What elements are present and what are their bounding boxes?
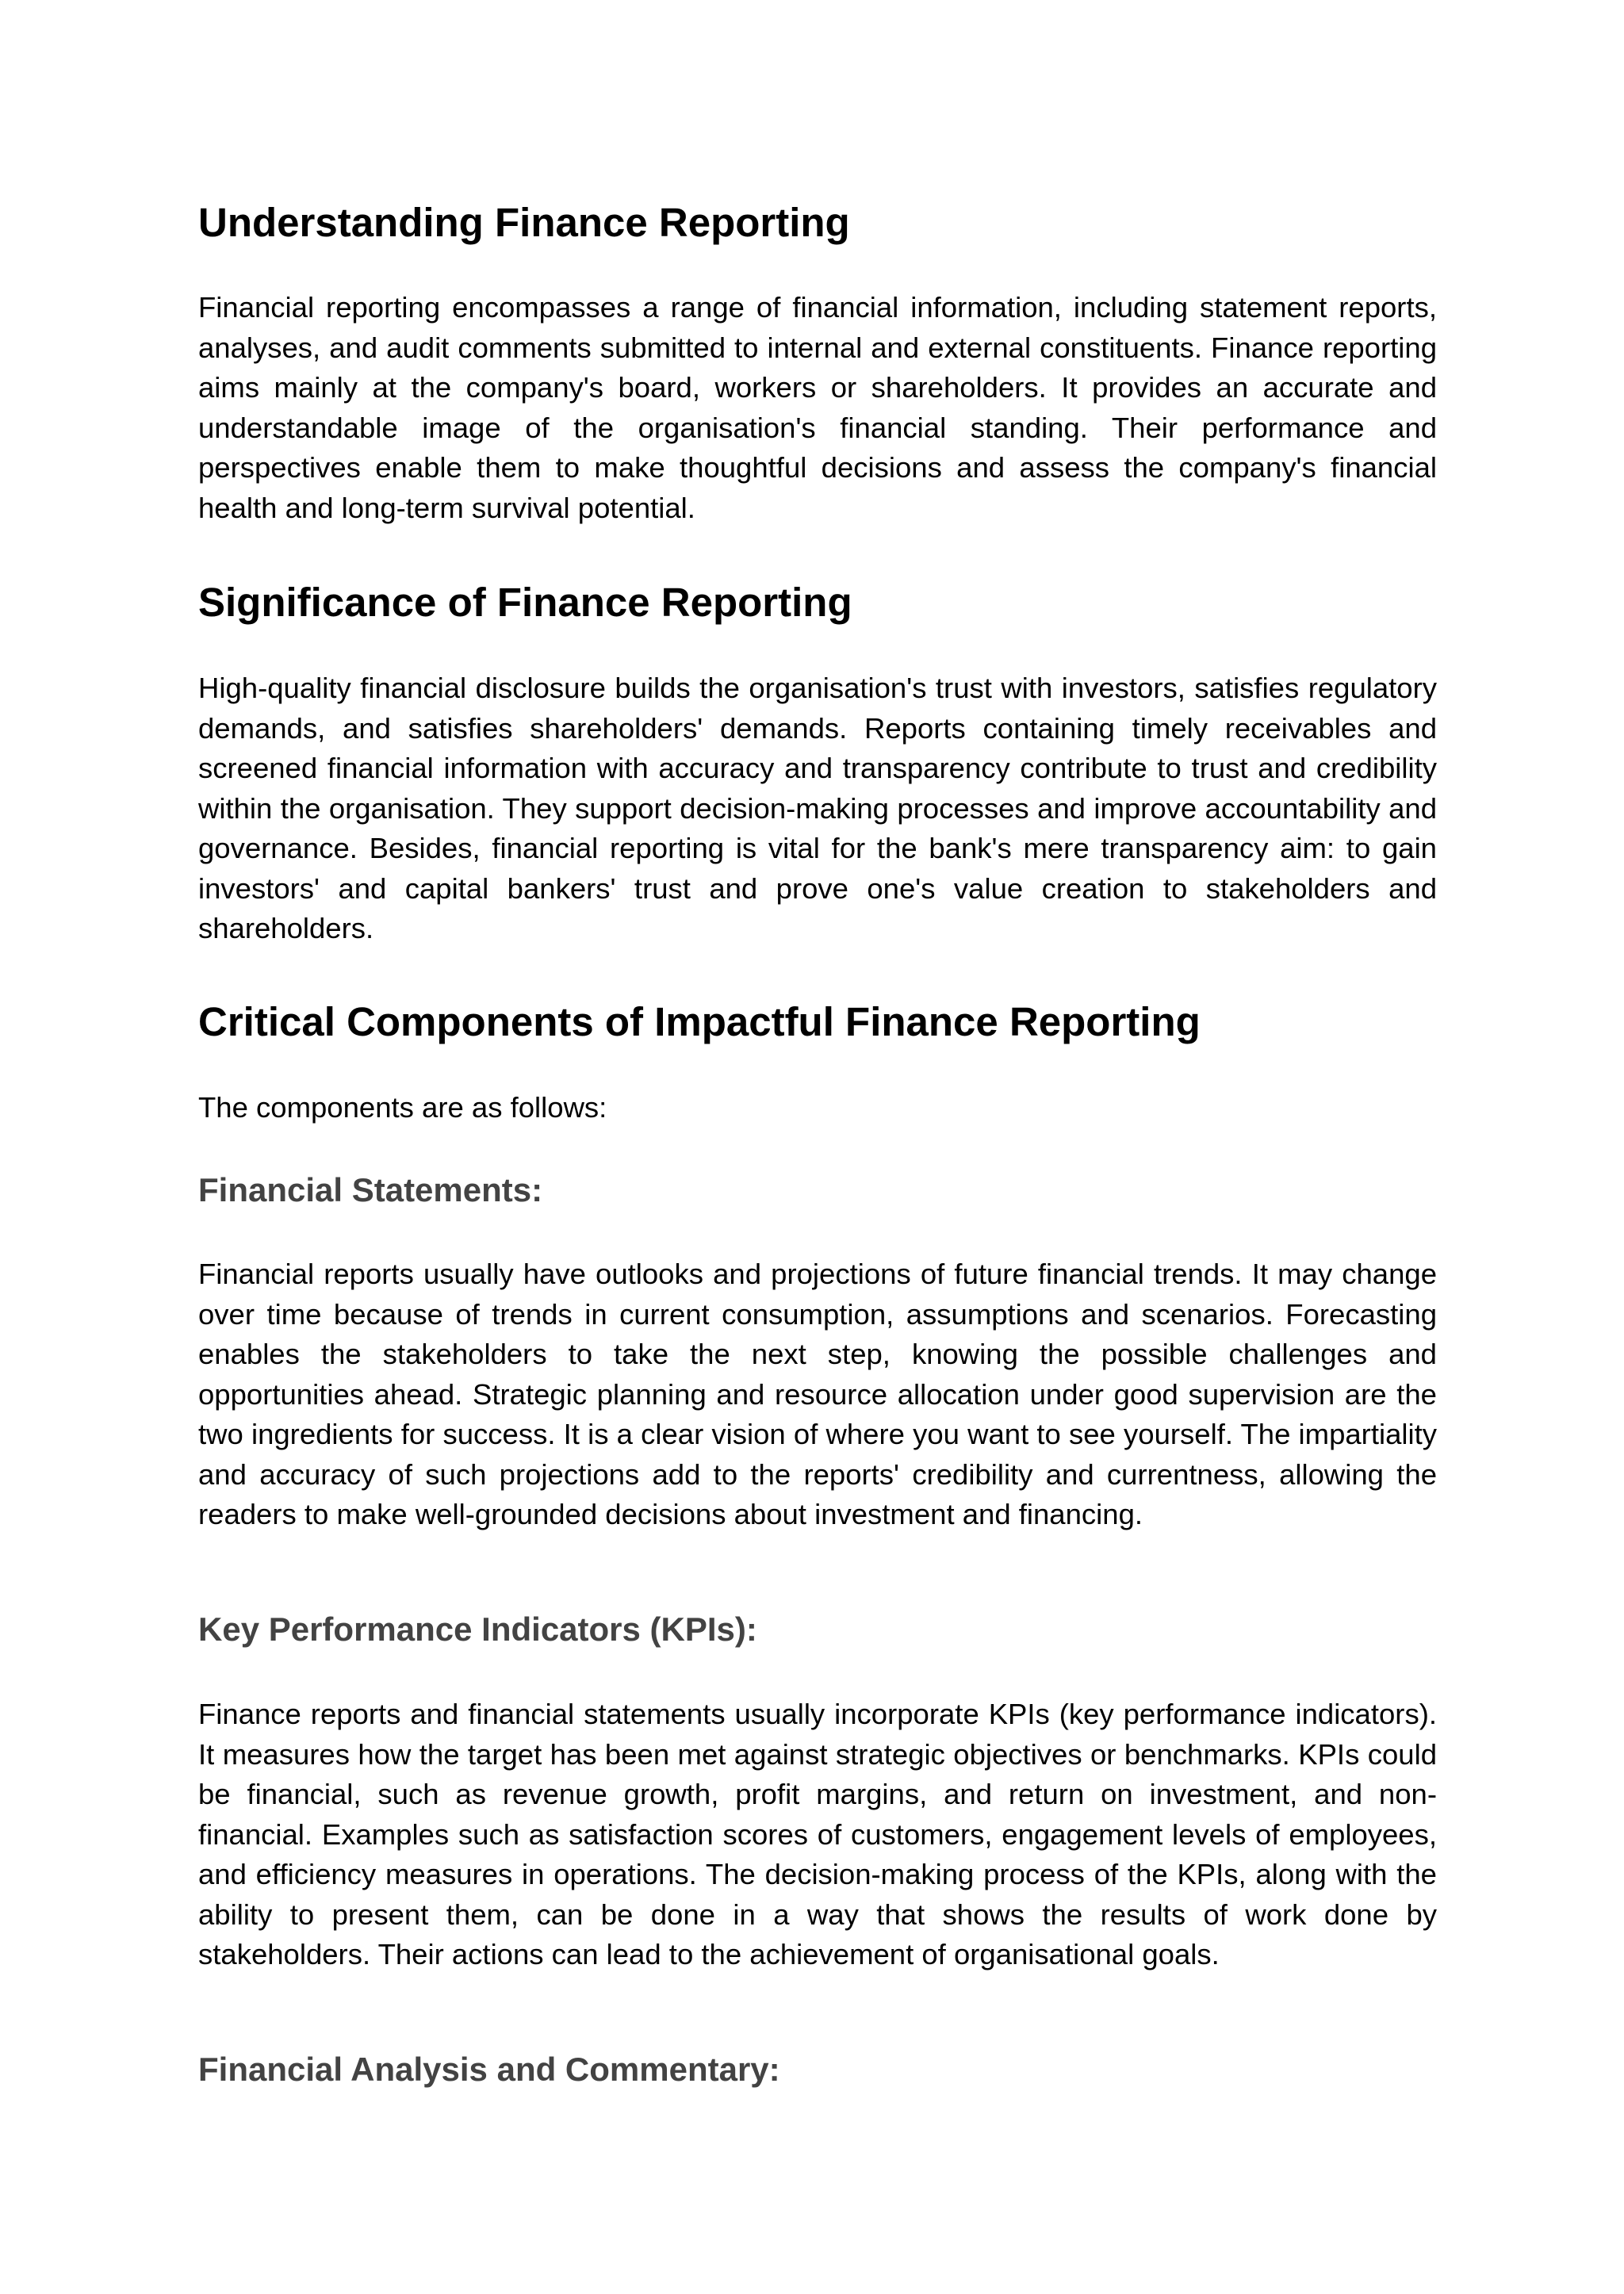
subheading-kpis: Key Performance Indicators (KPIs): <box>198 1610 757 1648</box>
paragraph-significance-of-finance-reporting: High-quality financial disclosure builds the organisation's trust with investors, satisfies regulatory demands, and satisfies shareholders' demands. Reports containing timely receivables and screened financial information with accuracy and transparency contribute to trust and credibility within the organisation. They support decision-making processes and improve accountability and governance. Besides, financial reporting is vital for the bank's mere transparency aim: to gain investors' and capital bankers' trust and prove one's value creation to stakeholders and shareholders. <box>198 672 1437 944</box>
paragraph-kpis: Finance reports and financial statements usually incorporate KPIs (key performance indicators). It measures how the target has been met against strategic objectives or benchmarks. KPIs could be financial, such as revenue growth, profit margins, and return on investment, and non-financial. Examples such as satisfaction scores of customers, engagement levels of employees, and efficiency measures in operations. The decision-making process of the KPIs, along with the ability to present them, can be done in a way that shows the results of work done by stakeholders. Their actions can lead to the achievement of organisational goals. <box>198 1698 1437 1970</box>
intro-critical-components: The components are as follows: <box>198 1091 607 1124</box>
paragraph-understanding-finance-reporting: Financial reporting encompasses a range of financial information, including statement reports, analyses, and audit comments submitted to internal and external constituents. Finance reporting aims mainly at the company's board, workers or shareholders. It provides an accurate and understandable image of the organisation's financial standing. Their performance and perspectives enable them to make thoughtful decisions and assess the company's financial health and long-term survival potential. <box>198 291 1437 524</box>
paragraph-financial-statements: Financial reports usually have outlooks and projections of future financial trends. It may change over time because of trends in current consumption, assumptions and scenarios. Forecasting enables the stakeholders to take the next step, knowing the possible challenges and opportunities ahead. Strategic planning and resource allocation under good supervision are the two ingredients for success. It is a clear vision of where you want to see yourself. The impartiality and accuracy of such projections add to the reports' credibility and currentness, allowing the readers to make well-grounded decisions about investment and financing. <box>198 1258 1437 1530</box>
subheading-financial-analysis-and-commentary: Financial Analysis and Commentary: <box>198 2051 780 2088</box>
heading-critical-components: Critical Components of Impactful Finance Reporting <box>198 999 1201 1044</box>
heading-significance-of-finance-reporting: Significance of Finance Reporting <box>198 580 852 625</box>
heading-understanding-finance-reporting: Understanding Finance Reporting <box>198 200 850 245</box>
subheading-financial-statements: Financial Statements: <box>198 1171 543 1208</box>
